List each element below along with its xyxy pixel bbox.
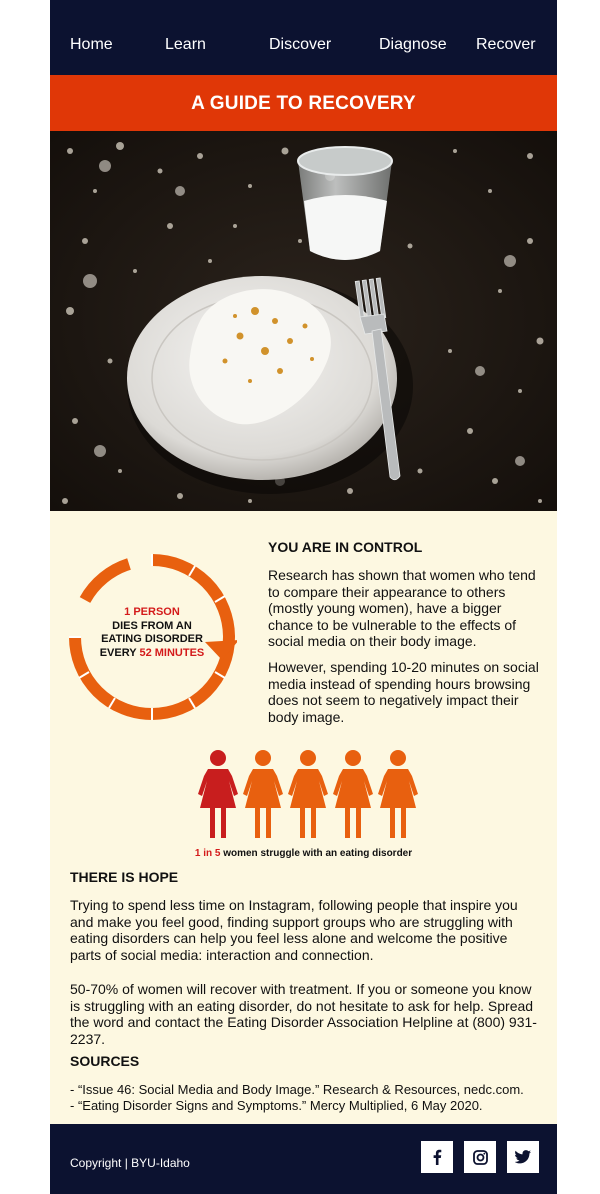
stat-line-4 [67,647,237,661]
people-stat-caption [50,848,557,859]
stat-line-2: DIES FROM AN [112,619,192,632]
stat-line-4-highlight: 52 MINUTES [139,646,205,659]
people-graphic [195,750,425,840]
stat-line-3: EATING DISORDER [101,633,203,645]
page [50,0,557,1194]
stat-line-4-prefix: EVERY [99,646,140,659]
woman-icon [288,750,328,838]
control-paragraph-1: Research has shown that women who tend to compare their appearance to others (mostly young women), have a bigger chance to be vulnerable to the effects of social media on their body image. [268,567,536,649]
page-title: A GUIDE TO RECOVERY [50,75,557,131]
section-heading-hope: THERE IS HOPE [70,869,179,885]
footer [50,1124,557,1194]
instagram-button[interactable] [464,1141,496,1173]
hero-image [50,131,557,511]
top-nav [50,0,557,75]
main-content [50,511,557,1124]
nav-diagnose[interactable]: Diagnose [379,36,447,53]
woman-icon-highlight [198,750,238,838]
nav-learn[interactable]: Learn [165,36,206,53]
section-heading-control: YOU ARE IN CONTROL [268,539,423,555]
twitter-icon [515,1150,531,1164]
hope-paragraph-1: Trying to spend less time on Instagram, following people that inspire you and make you feel good, finding support groups who are struggling with eating disorders can help you feel less alone and welcome the positive parts of social media: interaction and connection. [70,897,518,963]
woman-icon [243,750,283,838]
stat-line-1: 1 PERSON [124,606,180,618]
nav-discover[interactable]: Discover [269,36,332,53]
source-item: - “Issue 46: Social Media and Body Image.” Research & Resources, nedc.com. [70,1082,524,1097]
section-heading-sources: SOURCES [70,1053,140,1069]
woman-icon [378,750,418,838]
facebook-icon [430,1149,444,1165]
facebook-button[interactable] [421,1141,453,1173]
nav-recover[interactable]: Recover [476,36,536,53]
meal-photo-icon [50,131,557,511]
instagram-icon [473,1150,488,1165]
woman-icon [333,750,373,838]
hope-paragraph-2: 50-70% of women will recover with treatment. If you or someone you know is struggling with an eating disorder, do not hesitate to ask for help. Spread the word and contact the Eating Disorder Association Helpline at (800) 931-2237. [70,981,537,1047]
twitter-button[interactable] [507,1141,539,1173]
nav-home[interactable]: Home [70,36,113,53]
people-stat-rest: women struggle with an eating disorder [220,848,413,859]
control-paragraph-2: However, spending 10-20 minutes on social media instead of spending hours browsing does not seem to negatively impact their body image. [268,659,539,725]
death-rate-stat [67,606,237,660]
source-item: - “Eating Disorder Signs and Symptoms.” Mercy Multiplied, 6 May 2020. [70,1098,483,1113]
people-stat-highlight: 1 in 5 [194,848,221,859]
copyright-text: Copyright | BYU-Idaho [70,1156,190,1170]
